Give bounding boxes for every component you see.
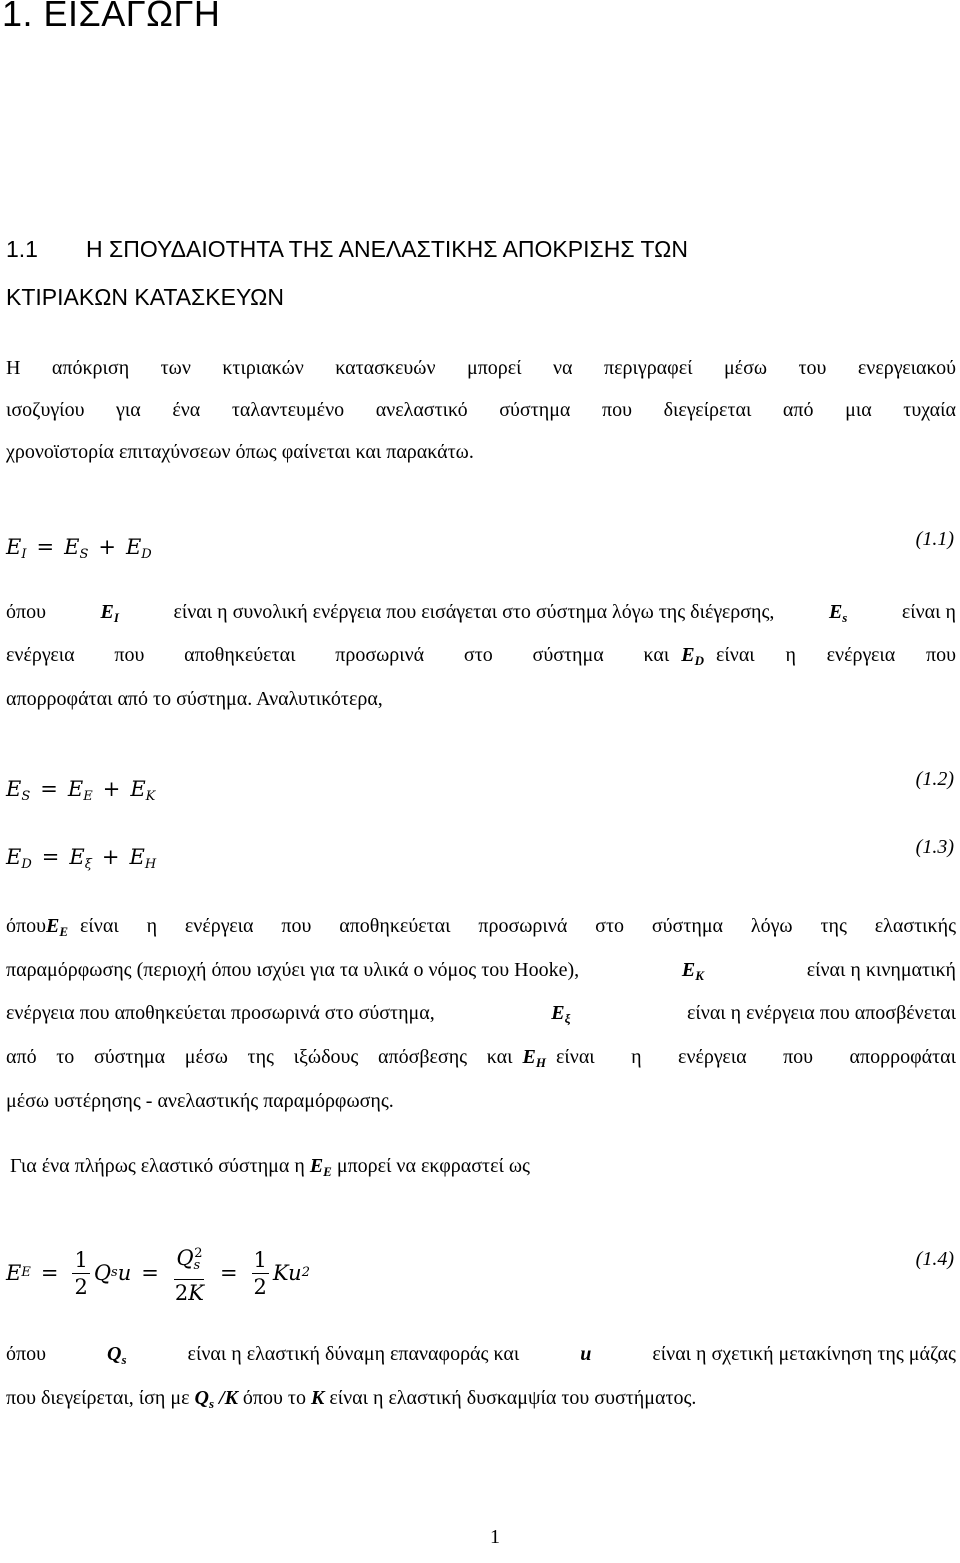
para1-line-3: απορροφάται από το σύστημα. Αναλυτικότερα,: [6, 688, 383, 710]
para2-line-1: όπου $E_E$ είναι η ενέργεια που αποθηκεύεται προσωρινά στο σύστημα λόγω της ελαστικής: [6, 915, 956, 939]
para2-line-4: από το σύστημα μέσω της ιξώδους απόσβεσης και $E_H$ είναι η ενέργεια που απορροφάται: [6, 1046, 956, 1070]
intro-line-2: ισοζυγίου για ένα ταλαντευμένο ανελαστικό σύστημα που διεγείρεται από μια τυχαία: [6, 399, 956, 421]
equation-1-1: $E_I = E_S + E_D$: [6, 535, 152, 562]
section-title-line1: Η ΣΠΟΥΔΑΙΟΤΗΤΑ ΤΗΣ ΑΝΕΛΑΣΤΙΚΗΣ ΑΠΟΚΡΙΣΗΣ ΤΩΝ: [86, 236, 688, 262]
equation-1-2: $E_S = E_E + E_K$: [6, 777, 156, 804]
equation-number-1-1: (1.1): [915, 528, 954, 550]
equation-number-1-3: (1.3): [915, 836, 954, 858]
chapter-heading: 1. ΕΙΣΑΓΩΓΗ: [2, 0, 221, 34]
fraction-qs2-over-2k: $\frac{Q_s^2}{2K}$: [173, 1241, 206, 1306]
para4-line-1: όπου $Q_s$ είναι η ελαστική δύναμη επαναφοράς και u είναι η σχετική μετακίνηση της μάζας: [6, 1343, 956, 1367]
equation-1-4: E E = $\frac{1}{2}$ Q s u = $\frac{Q_s^2}{2K}$ = $\frac{1}{2}$ Ku 2: [6, 1238, 310, 1308]
section-title-line2: ΚΤΙΡΙΑΚΩΝ ΚΑΤΑΣΚΕΥΩΝ: [6, 284, 284, 310]
para1-line-1: όπου $E_I$ είναι η συνολική ενέργεια που εισάγεται στο σύστημα λόγω της διέγερσης, $E_s$ είναι η: [6, 601, 956, 625]
para3-line: Για ένα πλήρως ελαστικό σύστημα η $E_E$ μπορεί να εκφραστεί ως: [10, 1155, 530, 1179]
para2-line-3: ενέργεια που αποθηκεύεται προσωρινά στο σύστημα, $E_\xi$ είναι η ενέργεια που αποσβένεται: [6, 1002, 956, 1026]
para2-line-2: παραμόρφωσης (περιοχή όπου ισχύει για τα υλικά ο νόμος του Hooke), $E_K$ είναι η κινηματική: [6, 959, 956, 983]
intro-line-3: χρονοϊστορία επιταχύνσεων όπως φαίνεται και παρακάτω.: [6, 441, 474, 463]
para4-line-2: που διεγείρεται, ίση με $Q_s$ /K όπου το K είναι η ελαστική δυσκαμψία του συστήματος.: [6, 1387, 697, 1411]
intro-line-1: Η απόκριση των κτιριακών κατασκευών μπορεί να περιγραφεί μέσω του ενεργειακού: [6, 357, 956, 379]
equation-number-1-2: (1.2): [915, 768, 954, 790]
equation-1-3: $E_D = E_\xi + E_H$: [6, 845, 157, 872]
section-number: 1.1: [6, 236, 38, 262]
para1-line-2: ενέργεια που αποθηκεύεται προσωρινά στο σύστημα και $E_D$ είναι η ενέργεια που: [6, 644, 956, 668]
equation-number-1-4: (1.4): [915, 1248, 954, 1270]
fraction-half-2: $\frac{1}{2}$: [253, 1247, 267, 1299]
fraction-half-1: $\frac{1}{2}$: [74, 1247, 88, 1299]
page-number: 1: [490, 1526, 500, 1548]
para2-line-5: μέσω υστέρησης - ανελαστικής παραμόρφωσης.: [6, 1090, 394, 1112]
